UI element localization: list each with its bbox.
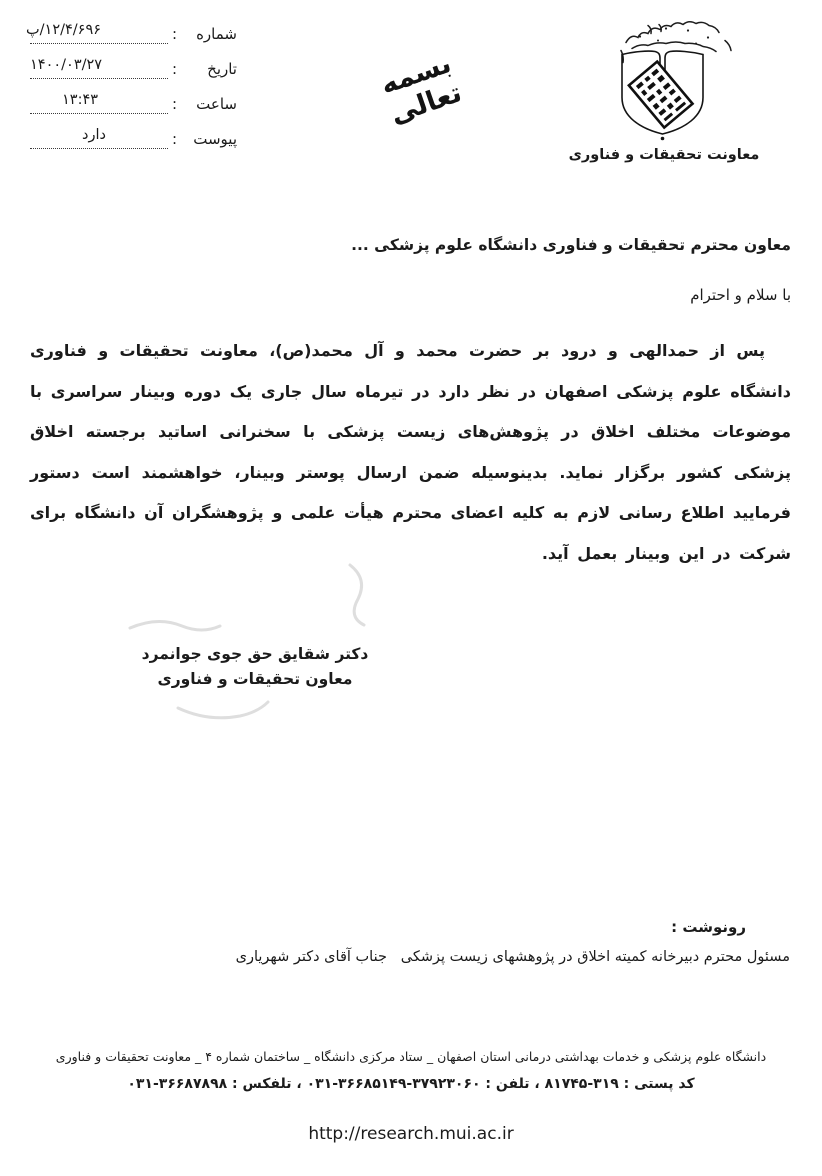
number-colon: : — [171, 25, 177, 43]
time-dotted-line — [30, 92, 168, 114]
number-label: شماره — [196, 25, 237, 43]
number-dotted-line — [26, 22, 168, 44]
bismillah-calligraphy: بسمه تعالی — [376, 47, 466, 131]
signatory-name: دکتر شقایق حق جوی جوانمرد — [141, 645, 369, 663]
date-value: ۱۴۰۰/۰۳/۲۷ — [30, 57, 103, 73]
department-title: معاونت تحقیقات و فناوری — [568, 147, 760, 163]
signature-block — [112, 642, 398, 692]
footer-website-url: http://research.mui.ac.ir — [308, 1124, 514, 1144]
attachment-colon: : — [171, 130, 177, 148]
field-row-attachment — [30, 129, 237, 149]
time-label: ساعت — [196, 95, 237, 113]
cc-recipients: مسئول محترم دبیرخانه کمیته اخلاق در پژوهشهای زیست پزشکی جناب آقای دکتر شهریاری — [235, 949, 790, 965]
recipient-heading: معاون محترم تحقیقات و فناوری دانشگاه علوم پزشکی ... — [351, 236, 791, 254]
cc-label: رونوشت : — [671, 918, 746, 936]
date-dotted-line — [30, 57, 168, 79]
footer-address: دانشگاه علوم پزشکی و خدمات بهداشتی درمانی استان اصفهان _ ستاد مرکزی دانشگاه _ ساختمان شماره ۴ _ معاونت تحقیقات و فناوری — [55, 1049, 767, 1064]
date-colon: : — [171, 60, 177, 78]
field-row-number — [26, 22, 237, 44]
university-emblem-icon — [588, 8, 758, 148]
letter-body: پس از حمدالهی و درود بر حضرت محمد و آل محمد(ص)، معاونت تحقیقات و فناوری دانشگاه علوم پزشکی اصفهان در نظر دارد در تیرماه سال جاری یک دوره وبینار سراسری با موضوعات مختلف اخلاق در پژوهش‌های زیست پزشکی با سخنرانی اساتید برجسته اخلاق پزشکی کشور برگزار نماید. بدینوسیله ضمن ارسال پوستر وبینار، خواهشمند است دستور فرمایید اطلاع رسانی لازم به کلیه اعضای محترم هیأت علمی و پژوهشگران آن دانشگاه برای شرکت در این وبینار بعمل آید. — [30, 341, 791, 563]
signatory-title: معاون تحقیقات و فناوری — [157, 670, 353, 688]
attachment-value: دارد — [82, 127, 106, 143]
field-row-date — [30, 59, 237, 79]
field-row-time — [30, 94, 237, 114]
time-value: ۱۳:۴۳ — [62, 92, 99, 108]
attachment-label: پیوست — [193, 130, 237, 148]
attachment-dotted-line — [30, 127, 168, 149]
number-value: ۱۲/۴/۶۹۶/پ — [26, 22, 102, 38]
footer-contact: کد پستی : ۳۱۹-۸۱۷۴۵ ، تلفن : ۳۷۹۲۳۰۶۰-۳۶۶۸۵۱۴۹-۰۳۱ ، تلفکس : ۳۶۶۸۷۸۹۸-۰۳۱ — [127, 1076, 695, 1092]
letterhead-reference-fields — [26, 22, 237, 164]
time-colon: : — [171, 95, 177, 113]
date-label: تاریخ — [207, 60, 237, 78]
faded-signature-marks — [60, 540, 480, 740]
salutation: با سلام و احترام — [690, 286, 791, 304]
